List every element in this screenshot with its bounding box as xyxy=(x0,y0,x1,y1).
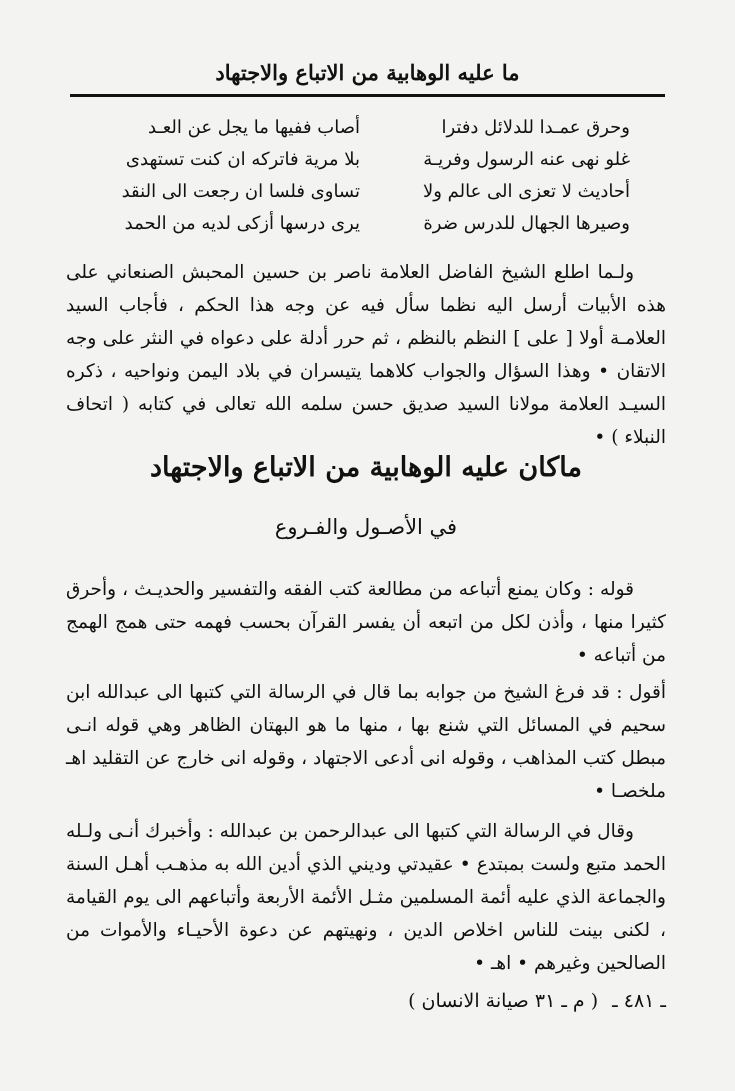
header-rule xyxy=(70,94,665,97)
section-subtitle: في الأصـول والفـروع xyxy=(274,515,458,539)
page-footer xyxy=(66,986,666,1016)
answer-paragraph xyxy=(66,676,666,808)
answer-paragraph-text: أقول : قد فرغ الشيخ من جوابه بما قال في الرسالة التي كتبها الى عبدالله ابن سحيم في المسائل التي شنع بها ، منها ما هو البهتان الظاهر وهي قوله انـى مبطل كتب المذاهب ، وقوله انى أدعى الاجتهاد ، وقوله انى خارج عن التقليد اهـ ملخصـا • xyxy=(66,682,666,802)
signature-mark: ( م ـ ٣١ صيانة الانسان ) xyxy=(408,990,599,1012)
poem-verse xyxy=(110,112,630,144)
quote-paragraph xyxy=(66,573,666,672)
poem-verse xyxy=(110,208,630,240)
running-head: ما عليه الوهابية من الاتباع والاجتهاد xyxy=(215,60,520,85)
verse-first-hemistich: وصيرها الجهال للدرس ضرة xyxy=(423,213,630,234)
poem-verse xyxy=(110,176,630,208)
verse-second-hemistich: أصاب ففيها ما يجل عن العـد xyxy=(148,117,360,138)
verse-second-hemistich: بلا مرية فاتركه ان كنت تستهدى xyxy=(125,149,360,170)
verse-second-hemistich: يرى درسها أزكى لديه من الحمد xyxy=(124,213,360,234)
verse-second-hemistich: تساوى فلسا ان رجعت الى النقد xyxy=(121,181,360,202)
page-number: ـ ٤٨١ ـ xyxy=(612,990,666,1012)
verse-first-hemistich: أحاديث لا تعزى الى عالم ولا xyxy=(422,181,630,202)
verse-first-hemistich: وحرق عمـدا للدلائل دفترا xyxy=(441,117,630,138)
poem-verse xyxy=(110,144,630,176)
answer-paragraph-text: وقال في الرسالة التي كتبها الى عبدالرحمن بن عبدالله : وأخبرك أنـى ولـله الحمد متبع ولست بمبتدع • عقيدتي وديني الذي أدين الله به مذهـب أهـل السنة والجماعة الذي عليه أئمة المسلمين مثـل الأئمة الأربعة وأتباعهم الى يوم القيامة ، لكنى بينت للناس اخلاص الدين ، ونهيتهم عن دعوة الأحيـاء والأموات من الصالحين وغيرهم • اهـ • xyxy=(66,821,666,974)
intro-paragraph-text: ولـما اطلع الشيخ الفاضل العلامة ناصر بن حسين المحبش الصنعاني على هذه الأبيات أرسل اليه نظما سأل فيه عن وجه هذا الحكم ، فأجاب السيد العلامـة أولا [ على ] النظم بالنظم ، ثم حرر أدلة على دعواه في النثر على وجه الاتقان • وهذا السؤال والجواب كلاهما يتيسران في بلاد اليمن ونواحيه ، ذكره السيـد العلامة مولانا السيد صديق حسن سلمه الله تعالى في كتابه ( اتحاف النبلاء ) • xyxy=(66,262,666,448)
poem xyxy=(110,112,630,240)
verse-first-hemistich: غلو نهى عنه الرسول وفريـة xyxy=(423,149,630,170)
intro-paragraph xyxy=(66,256,666,454)
answer-paragraph xyxy=(66,815,666,980)
quote-paragraph-text: قوله : وكان يمنع أتباعه من مطالعة كتب الفقه والتفسير والحديـث ، وأحرق كثيرا منها ، وأذن لكل من اتبعه أن يفسر القرآن بحسب فهمه حتى همج الهمج من أتباعه • xyxy=(66,579,666,666)
section-title: ماكان عليه الوهابية من الاتباع والاجتهاد xyxy=(150,452,582,483)
